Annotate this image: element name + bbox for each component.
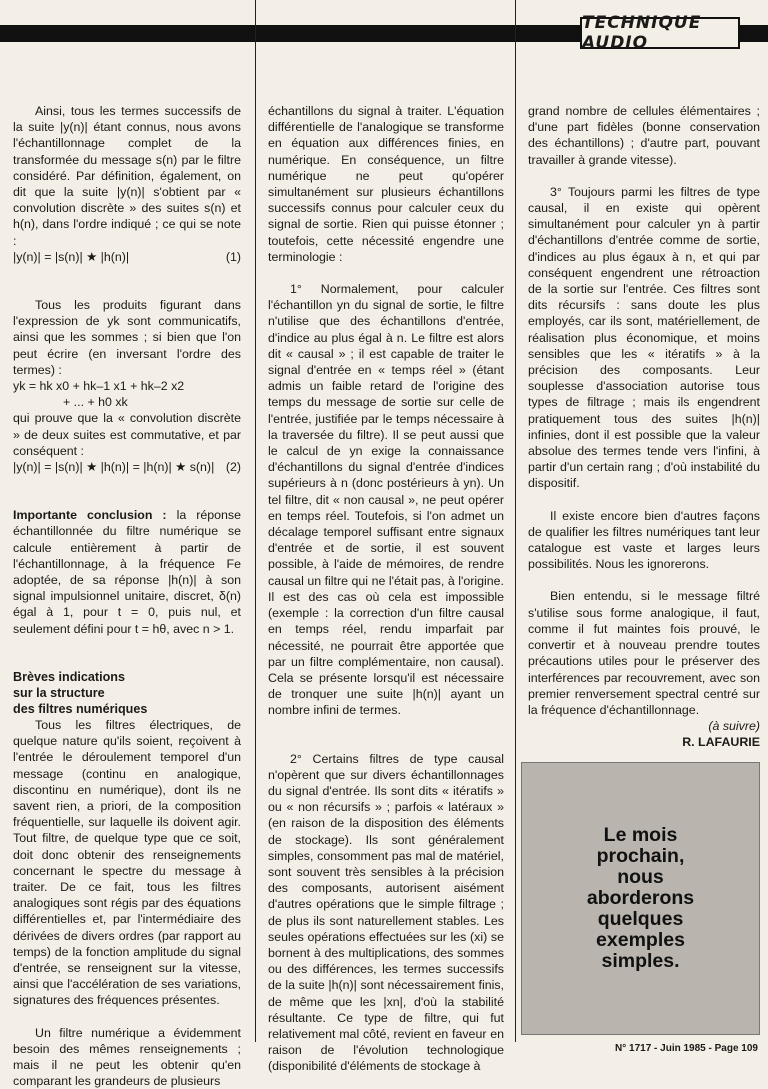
column-3: [528, 103, 760, 751]
box-line: simples.: [601, 950, 680, 972]
box-line: Le mois: [603, 824, 678, 846]
box-line: exemples: [596, 929, 685, 951]
paragraph: Un filtre numérique a évidemment besoin des mêmes renseignements ; mais il ne peut les obtenir qu'en comparant les grandeurs de plusieurs: [13, 1025, 241, 1089]
box-line: prochain,: [596, 845, 685, 867]
section-badge: TECHNIQUE AUDIO: [580, 17, 740, 49]
equation-2: |y(n)| = |s(n)| ★ |h(n)| = |h(n)| ★ s(n)| (2): [13, 460, 241, 475]
equation-line: yk = hk x0 + hk–1 x1 + hk–2 x2: [13, 379, 185, 394]
next-month-box: [521, 762, 760, 1035]
paragraph: Tous les produits figurant dans l'expression de yk sont communicatifs, ainsi que les sommes ; si bien que l'on peut écrire (en inversant l'ordre des termes) :: [13, 298, 241, 377]
paragraph: échantillons du signal à traiter. L'équation différentielle de l'analogique se transforme en équation aux différences finies, en numérique. En conséquence, un filtre numérique ne peut qu'opérer simultanément sur plusieurs échantillons successifs connus pour calculer ceux du signal de sortie. Rien qui puisse étonner ; toutefois, cette nécessité engendre une terminologie :: [268, 104, 504, 264]
paragraph: Bien entendu, si le message filtré s'utilise sous forme analogique, il faut, comme il fut maintes fois prouvé, le convertir et à nouveau prendre toutes précautions utiles pour le préserver des interférences par recouvrement, avec son premier renversement spectral centré sur la fréquence d'échantillonnage.: [528, 589, 760, 717]
paragraph: 2° Certains filtres de type causal n'opèrent que sur divers échantillonnages du signal d'entrée. Ils sont dits « itératifs » ou « non récursifs » ; parfois « latéraux » (en raison de la disposition des éléments de stockage). Ils sont généralement simples, consomment pas mal de matériel, sont souvent très sensibles à la précision des composants, autorisent aisément d'autres opérations que le simple filtrage ; de plus ils sont naturellement stables. Les seules opérations effectuées sur les (xi) se bornent à des multiplications, des sommes ou des différences, les termes successifs de la suite |h(n)| sont nécessairement finis, de même que les |xn|, d'où la stabilité résultante. Ce type de filtre, qui fut relativement mal côté, revient en faveur en raison de l'évolution technologique (disponibilité d'éléments de stockage à: [268, 751, 504, 1074]
paragraph: 1° Normalement, pour calculer l'échantillon yn du signal de sortie, le filtre n'utilise que des échantillons d'entrée, d'indice au plus égal à n. Le filtre est alors dit « causal » ; il est capable de traiter le signal d'entrée en « temps réel » (étant admis un faible retard de l'origine des temps du message de sortie sur celle de l'entrée, justifiée par le temps nécessaire à la traversée du filtre). Il se peut aussi que le calcul de yn exige la connaissance d'échantillons du signal d'entrée d'indices supérieurs à n (donc postérieurs à yn). Un tel filtre, dit « non causal », ne peut opérer en temps réel. Toutefois, si l'on admet un décalage temporel suffisant entre signaux d'entrée et de sortie, il est souvent possible, à l'aide de mémoires, de rendre causal un filtre qui ne l'était pas, à l'origine. Il est des cas où cela est impossible (exemple : la correction d'un filtre causal en temps réel, rendu imparfait par nécessité, ne pourrait être apportée que par un filtre complémentaire, non causal). Cela se présente lorsqu'il est nécessaire de tronquer une suite |h(n)| ayant un nombre infini de termes.: [268, 282, 504, 718]
box-line: nous: [617, 866, 664, 888]
equation-line: + ... + h0 xk: [63, 395, 128, 410]
column-1: [13, 103, 241, 1089]
column-rule: [255, 0, 256, 1042]
paragraph: qui prouve que la « convolution discrète » de deux suites est commutative, et par conséquent :: [13, 411, 241, 458]
box-line: quelques: [597, 908, 684, 930]
subheading: sur la structure: [13, 685, 105, 700]
paragraph: grand nombre de cellules élémentaires ; d'une part fidèles (bonne conservation des échantillons) ; d'autre part, pouvant travailler à grande vitesse).: [528, 104, 760, 167]
equation-1: |y(n)| = |s(n)| ★ |h(n)| (1): [13, 249, 241, 264]
conclusion: Importante conclusion : la réponse échantillonnée du filtre numérique se calcule entièrement à partir de l'échantillonnage, à la fréquence Fe adoptée, de sa réponse |h(n)| à son signal impulsionnel unitaire, discret, δ(n) égal à 1, pour t = 0, puis nul, et seulement défini pour t = hθ, avec n > 1.: [13, 508, 241, 636]
paragraph: Il existe encore bien d'autres façons de qualifier les filtres numériques tant leur catalogue est vaste et larges leurs possibilités. Nous les ignorerons.: [528, 508, 760, 572]
box-line: aborderons: [586, 887, 695, 909]
paragraph: Ainsi, tous les termes successifs de la suite |y(n)| étant connus, nous avons l'échantillonnage complet de la transformée du message s(n) par le filtre considéré. Par définition, également, on dit que la suite |y(n)| s'obtient par « convolution discrète » des suites s(n) et h(n), dans l'ordre indiqué ; ce qui se note :: [13, 104, 241, 248]
page-footer: N° 1717 - Juin 1985 - Page 109: [615, 1043, 758, 1054]
column-rule: [515, 0, 516, 1042]
paragraph: Tous les filtres électriques, de quelque nature qu'ils soient, reçoivent à l'entrée le déroulement temporel d'un message (continu en analogique, discontinu en numérique), dont ils ne savent rien, a priori, de la composition fréquentielle, sur laquelle ils doivent agir. Tout filtre, de quelque type que ce soit, doit donc obtenir des renseignements concernant le spectre du message à traiter. De ce fait, tous les filtres analogiques sont régis par des équations différentielles et, par l'intermédiaire des dérivées de divers ordres (par rapport au temps) de la fonction amplitude du signal d'entrée, se renseignent sur la vitesse, ainsi que l'accélération de ses variations, signatures des fréquences présentes.: [13, 717, 241, 1008]
subheading: des filtres numériques: [13, 701, 148, 716]
column-2: [268, 103, 504, 1075]
author: R. LAFAURIE: [682, 735, 760, 750]
subheading: Brèves indications: [13, 669, 125, 684]
paragraph: 3° Toujours parmi les filtres de type causal, il en existe qui opèrent simultanément pour calculer yn à partir d'échantillons d'entrée comme de sortie, d'indices au plus égaux à n, et qui par conséquent engendrent une rétroaction de la sortie sur l'entrée. Ces filtres sont dits récursifs : sans doute les plus employés, car ils sont, matériellement, de réalisation plus économique, et moins sensibles que les « itératifs » à la précision des composants. Leur souplesse d'association autorise tous types de filtrage ; mais ils engendrent pratiquement tous des suites |h(n)| infinies, dont il est possible que la valeur absolue des termes tende vers l'infini, à partir d'un certain rang ; d'où instabilité du dispositif.: [528, 184, 760, 491]
to-be-continued: (à suivre): [708, 719, 760, 734]
